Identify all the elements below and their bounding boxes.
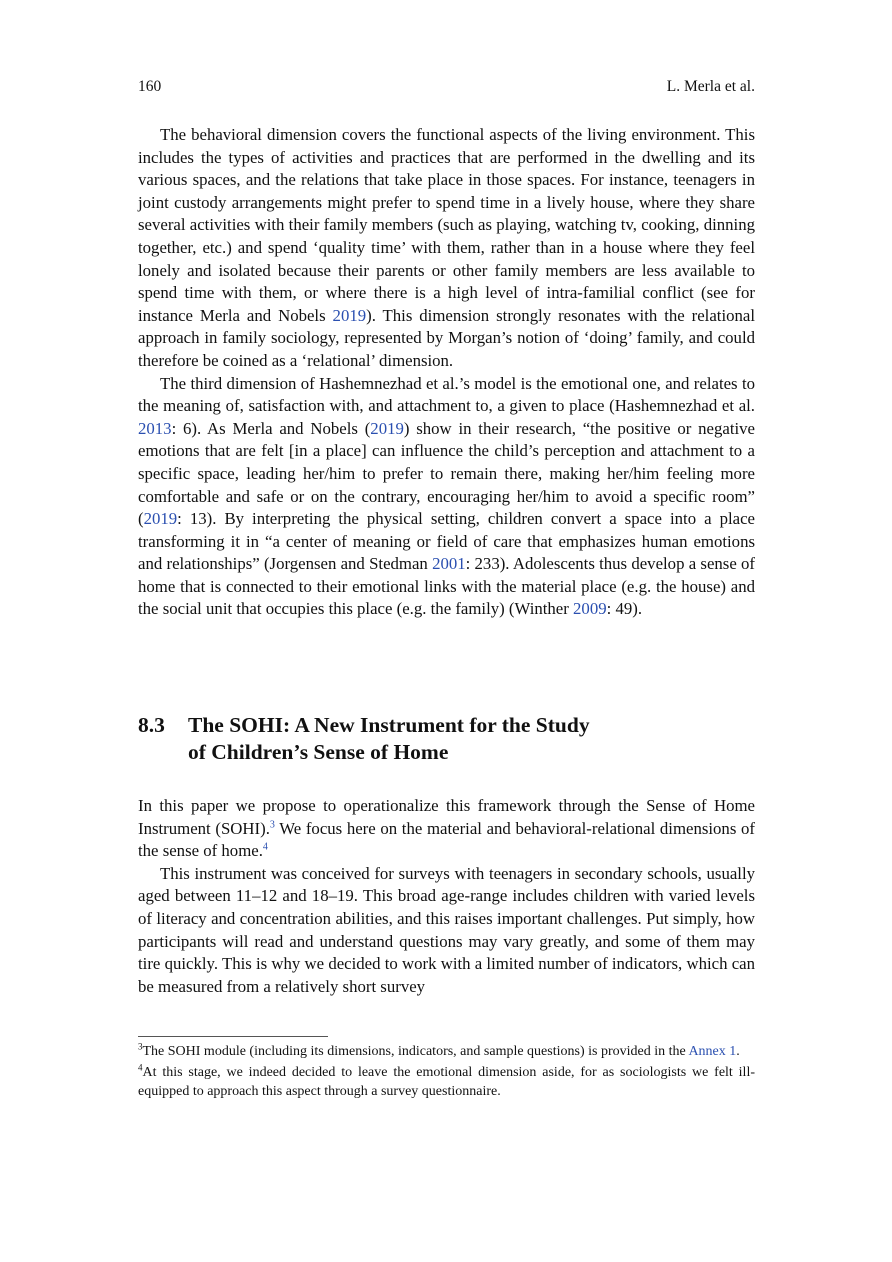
paragraph-behavioral-dimension	[138, 124, 755, 373]
body-text-top	[138, 124, 755, 621]
section-heading	[138, 712, 755, 766]
footnote-ref-3[interactable]: 3	[269, 819, 275, 830]
text-run: : 6). As Merla and Nobels (	[171, 418, 371, 438]
footnote-text: The SOHI module (including its dimensions, indicators, and sample questions) is provided in the	[142, 1044, 689, 1059]
text-run: ) show in their research, “the positive or negative emotions that are felt [in a place] can influence the child’s perception and attachment to a specific space, leading her/him to prefer to remain there, making her/him feeling more comfortable and safe or on the contrary, encouraging her/him to avoid a specific room” (	[138, 418, 755, 529]
footnote-mark: 3	[138, 1041, 143, 1052]
footnote-4	[138, 1063, 755, 1101]
section-number: 8.3	[138, 713, 165, 737]
text-run: ). This dimension strongly resonates with the relational approach in family sociology, represented by Morgan’s notion of ‘doing’ family, and could therefore be coined as a ‘relational’ dimension.	[138, 305, 755, 370]
citation-link[interactable]: 2019	[143, 509, 178, 529]
running-header	[138, 78, 755, 96]
citation-link[interactable]: 2009	[573, 599, 607, 619]
annex-link[interactable]: Annex 1	[688, 1044, 737, 1059]
page-number: 160	[138, 78, 162, 95]
footnote-ref-4[interactable]: 4	[262, 841, 268, 853]
citation-link[interactable]: 2013	[138, 418, 172, 438]
text-run: The third dimension of Hashemnezhad et al.’s model is the emotional one, and relates to the meaning of, satisfaction with, and attachment to, a given to place (Hashemnezhad et al.	[138, 373, 755, 416]
paragraph-instrument: This instrument was conceived for surveys with teenagers in secondary schools, usually aged between 11–12 and 18–19. This broad age-range includes children with varied levels of literacy and concentration abilities, and this raises important challenges. Put simply, how participants will read and understand questions may vary greatly, and some of them may tire quickly. This is why we decided to work with a limited number of indicators, which can be measured from a relatively short survey	[138, 863, 755, 996]
text-run: In this paper we propose to operationalize this framework through the Sense of Home Instrument (SOHI).	[138, 796, 755, 838]
text-run: We focus here on the material and behavioral-relational dimensions of the sense of home.	[138, 818, 755, 861]
text-run: : 49).	[606, 599, 643, 619]
footnotes	[138, 1042, 755, 1103]
citation-link[interactable]: 2019	[370, 418, 404, 438]
paragraph-sohi-intro	[138, 795, 755, 863]
footnote-divider	[138, 1036, 328, 1037]
footnote-mark: 4	[138, 1062, 143, 1073]
section-title	[188, 712, 590, 766]
text-run: : 233). Adolescents thus develop a sense of home that is connected to their emotional links with the material place (e.g. the house) and the social unit that occupies this place (e.g. the family) (Winther	[138, 554, 755, 619]
body-text-bottom	[138, 795, 755, 998]
paragraph-emotional-dimension	[138, 373, 755, 622]
text-run: : 13). By interpreting the physical setting, children convert a space into a place transforming it in “a center of meaning or field of care that emphasizes human emotions and relationships” (Jorgensen and Stedman	[138, 509, 755, 574]
citation-link[interactable]: 2019	[332, 305, 367, 325]
text-run: The behavioral dimension covers the functional aspects of the living environment. This includes the types of activities and practices that are performed in the dwelling and its various spaces, and the relations that take place in those spaces. For instance, teenagers in joint custody arrangements might prefer to spend time in a lively house, where they share several activities with their family members (such as playing, watching tv, cooking, dinning together, etc.) and spend ‘quality time’ with them, rather than in a house where they feel lonely and isolated because their parents or other family members are less available to spend time with them, or where there is a high level of intra-familial conflict (see for instance Merla and Nobels	[138, 125, 755, 325]
footnote-text: .	[736, 1044, 740, 1059]
footnote-3	[138, 1042, 755, 1061]
citation-link[interactable]: 2001	[432, 554, 466, 574]
footnote-text: At this stage, we indeed decided to leave the emotional dimension aside, for as sociologists we felt ill-equipped to approach this aspect through a survey questionnaire.	[138, 1065, 755, 1099]
section-title-line-1: The SOHI: A New Instrument for the Study	[188, 713, 590, 737]
section-title-line-2: of Children’s Sense of Home	[188, 740, 449, 764]
running-author: L. Merla et al.	[666, 78, 755, 95]
